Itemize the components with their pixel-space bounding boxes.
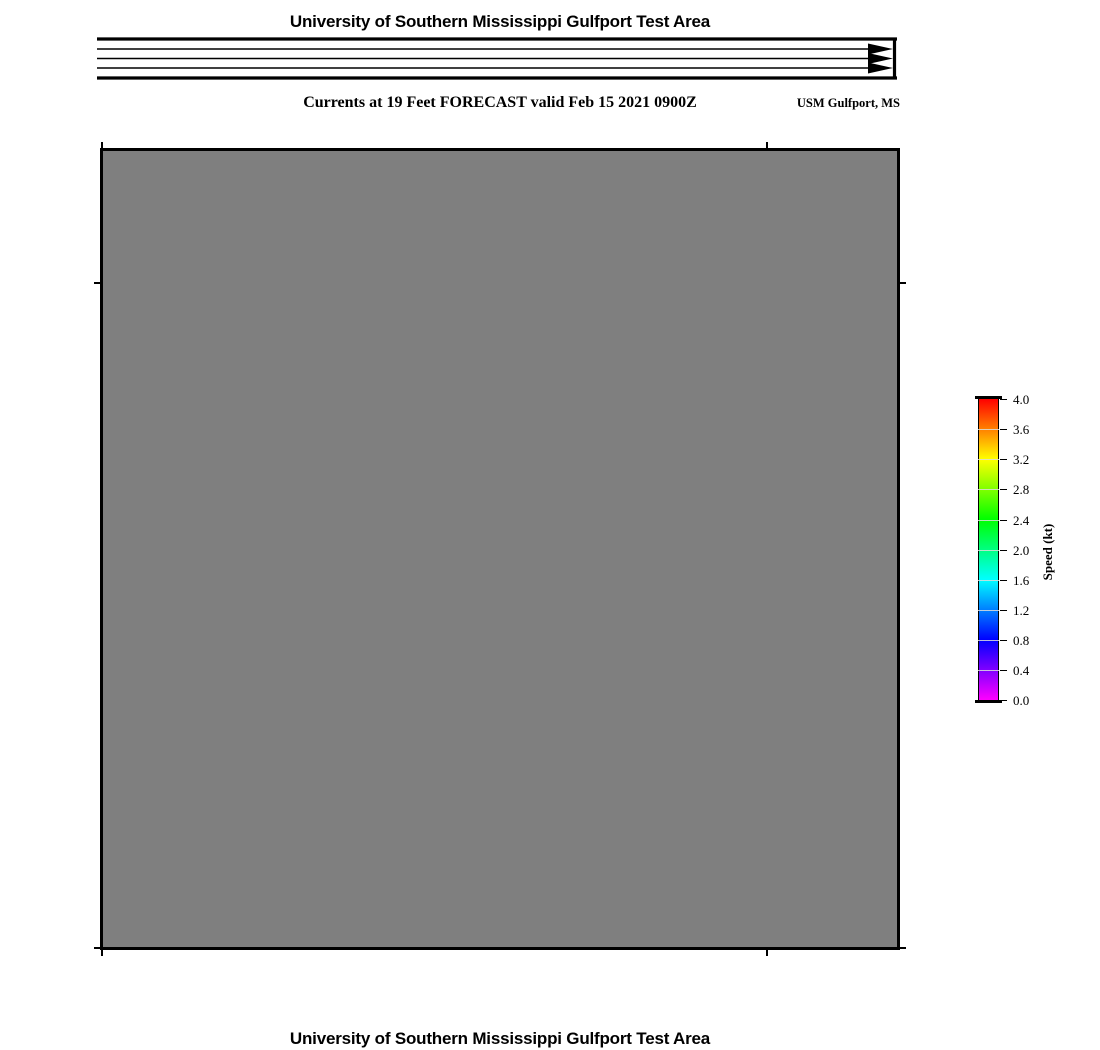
map-tick-right bbox=[900, 947, 906, 949]
map-tick-left bbox=[94, 947, 100, 949]
right-arrow-icon bbox=[868, 53, 893, 64]
colorbar-bottom-cap bbox=[975, 700, 1002, 703]
map-tick-top bbox=[766, 142, 768, 148]
colorbar-tick bbox=[1000, 610, 1007, 612]
colorbar-segment-line bbox=[978, 459, 999, 460]
page-title-bottom: University of Southern Mississippi Gulfport Test Area bbox=[289, 1029, 711, 1048]
page-title-top: University of Southern Mississippi Gulfport Test Area bbox=[289, 12, 711, 31]
map-tick-left bbox=[94, 282, 100, 284]
flow-banner bbox=[97, 37, 897, 81]
colorbar-tick-label: 0.0 bbox=[1013, 693, 1030, 708]
colorbar-top-cap bbox=[975, 396, 1002, 399]
colorbar-segment-line bbox=[978, 610, 999, 611]
colorbar-tick-label: 0.8 bbox=[1013, 633, 1030, 648]
colorbar-tick bbox=[1000, 429, 1007, 431]
map-tick-bottom bbox=[766, 950, 768, 956]
colorbar-tick-label: 1.6 bbox=[1013, 573, 1030, 588]
colorbar-tick-label: 2.0 bbox=[1013, 543, 1030, 558]
colorbar-tick-label: 2.4 bbox=[1013, 513, 1030, 528]
colorbar-tick-label: 0.4 bbox=[1013, 663, 1030, 678]
colorbar-segment-line bbox=[978, 489, 999, 490]
colorbar-tick bbox=[1000, 670, 1007, 672]
colorbar-tick bbox=[1000, 489, 1007, 491]
colorbar-segment-line bbox=[978, 670, 999, 671]
map-tick-top bbox=[101, 142, 103, 148]
colorbar-tick-label: 2.8 bbox=[1013, 482, 1030, 497]
colorbar-tick-label: 4.0 bbox=[1013, 392, 1030, 407]
colorbar-tick bbox=[1000, 399, 1007, 401]
forecast-caption: Currents at 19 Feet FORECAST valid Feb 15 2021 0900Z bbox=[303, 94, 697, 111]
right-arrow-icon bbox=[868, 44, 893, 55]
colorbar-tick bbox=[1000, 640, 1007, 642]
colorbar-tick-label: 3.6 bbox=[1013, 422, 1030, 437]
colorbar-tick bbox=[1000, 520, 1007, 522]
colorbar-tick bbox=[1000, 459, 1007, 461]
colorbar-segment-line bbox=[978, 640, 999, 641]
colorbar-tick bbox=[1000, 550, 1007, 552]
station-label: USM Gulfport, MS bbox=[796, 96, 900, 110]
map-tick-right bbox=[900, 282, 906, 284]
colorbar-tick-label: 1.2 bbox=[1013, 603, 1030, 618]
colorbar-axis-label: Speed (kt) bbox=[1040, 523, 1055, 581]
right-arrow-icon bbox=[868, 63, 893, 74]
colorbar-segment-line bbox=[978, 429, 999, 430]
colorbar-tick-label: 3.2 bbox=[1013, 452, 1030, 467]
colorbar-segment-line bbox=[978, 520, 999, 521]
colorbar-segment-line bbox=[978, 550, 999, 551]
map-tick-bottom bbox=[101, 950, 103, 956]
colorbar-segment-line bbox=[978, 580, 999, 581]
map-canvas bbox=[100, 148, 900, 950]
colorbar-tick bbox=[1000, 700, 1007, 702]
colorbar-tick bbox=[1000, 580, 1007, 582]
